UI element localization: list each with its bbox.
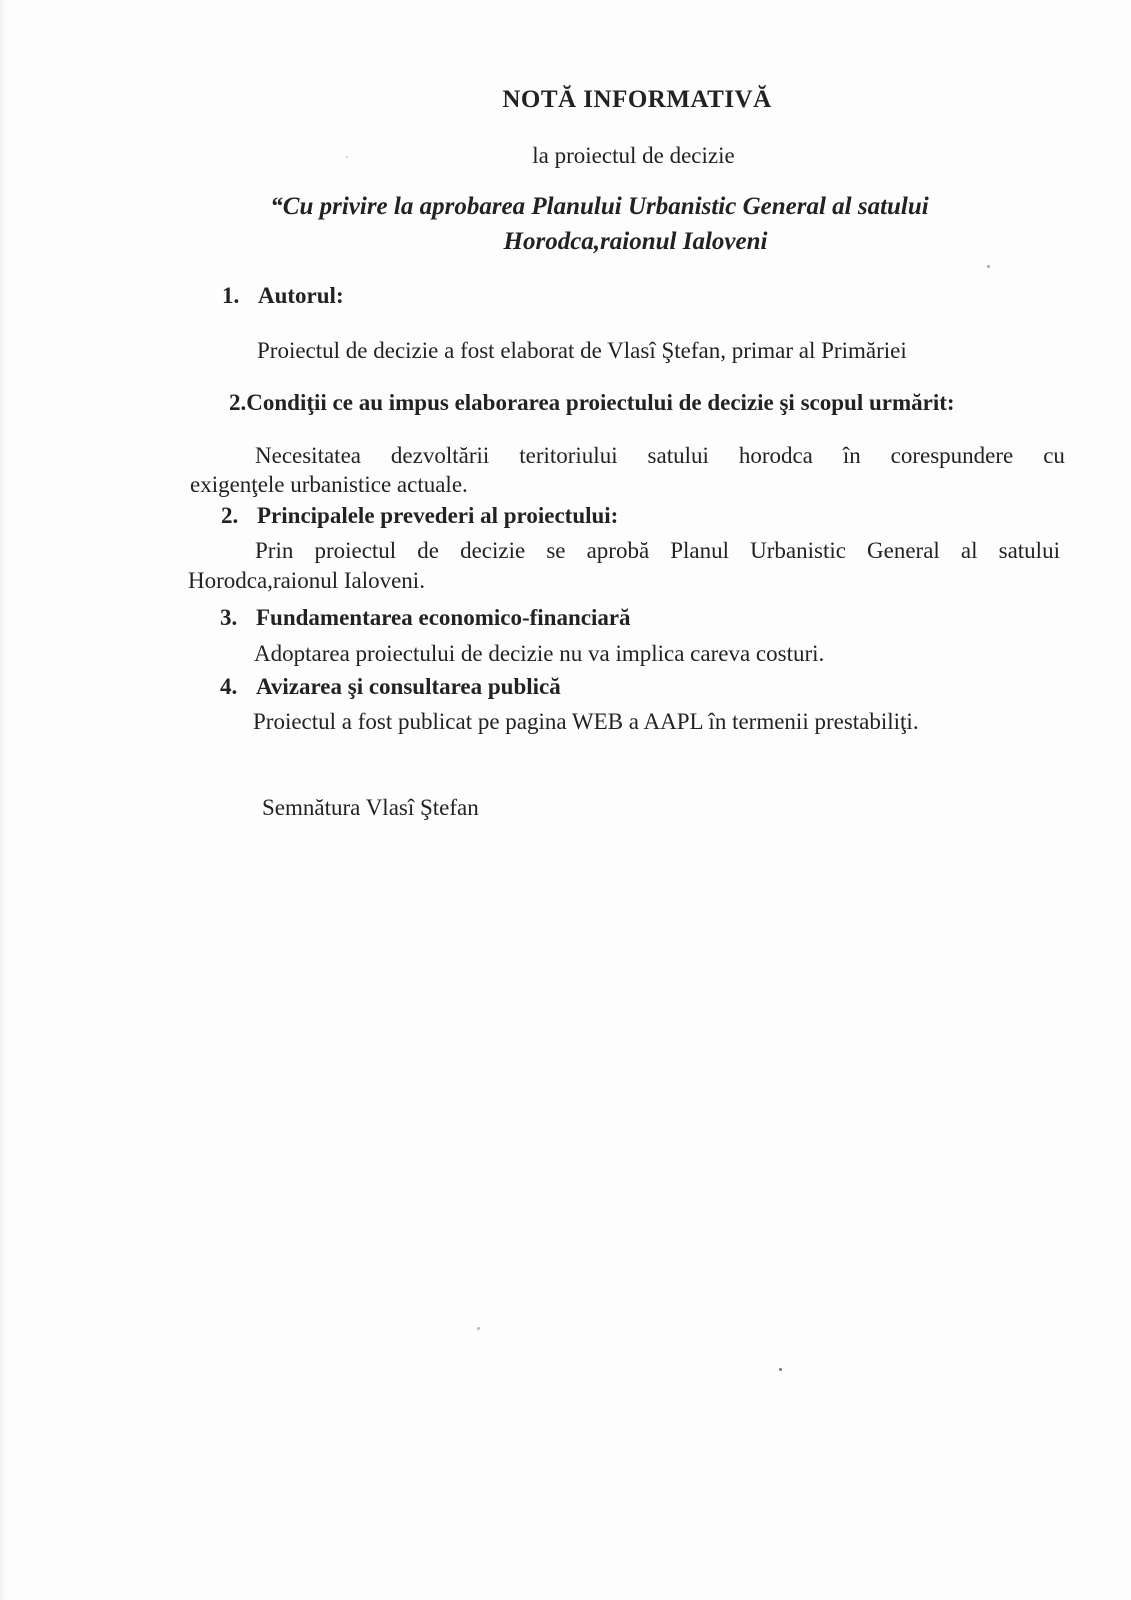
section-provisions-text-line-2: Horodca,raionul Ialoveni. bbox=[188, 568, 425, 593]
section-heading-text: Principalele prevederi al proiectului: bbox=[257, 503, 619, 528]
word: dezvoltării bbox=[390, 443, 490, 468]
section-number: 1. bbox=[222, 283, 240, 308]
scan-speck bbox=[987, 265, 990, 268]
signature-line: Semnătura Vlasî Ştefan bbox=[262, 795, 479, 820]
word: satului bbox=[647, 443, 709, 468]
scan-speck bbox=[346, 156, 348, 158]
section-public-text: Proiectul a fost publicat pe pagina WEB a AAPL în termenii prestabiliţi. bbox=[253, 709, 919, 734]
section-heading-text: Autorul: bbox=[258, 283, 344, 308]
word: cu bbox=[1043, 443, 1065, 468]
word: horodca bbox=[738, 443, 813, 468]
word: decizie bbox=[460, 538, 526, 563]
document-title: NOTĂ INFORMATIVĂ bbox=[502, 86, 772, 113]
section-conditions-text-line-2: exigenţele urbanistice actuale. bbox=[190, 472, 468, 497]
word: al bbox=[960, 538, 978, 563]
word: se bbox=[546, 538, 566, 563]
section-conditions-text-line-1 bbox=[255, 443, 1065, 469]
section-number: 3. bbox=[220, 605, 238, 630]
word: General bbox=[867, 538, 940, 563]
word: corespundere bbox=[890, 443, 1014, 468]
section-number: 2. bbox=[221, 503, 239, 528]
word: aprobă bbox=[586, 538, 650, 563]
section-provisions-text-line-1 bbox=[255, 538, 1060, 564]
section-number: 4. bbox=[220, 674, 238, 699]
word: de bbox=[417, 538, 439, 563]
section-financial-heading bbox=[220, 605, 631, 631]
section-provisions-heading bbox=[221, 503, 618, 529]
document-subject-line-2: Horodca,raionul Ialoveni bbox=[503, 228, 768, 255]
word: Planul bbox=[670, 538, 730, 563]
section-conditions-heading: 2.Condiţii ce au impus elaborarea proiectului de decizie şi scopul urmărit: bbox=[229, 390, 955, 415]
word: Necesitatea bbox=[255, 443, 361, 468]
word: satului bbox=[998, 538, 1060, 563]
word: în bbox=[842, 443, 861, 468]
scan-speck bbox=[477, 1327, 480, 1330]
section-heading-text: Avizarea şi consultarea publică bbox=[256, 674, 561, 699]
section-financial-text: Adoptarea proiectului de decizie nu va implica careva costuri. bbox=[254, 641, 825, 666]
word: Urbanistic bbox=[750, 538, 846, 563]
section-author-heading bbox=[222, 283, 344, 309]
word: Prin bbox=[255, 538, 294, 563]
word: proiectul bbox=[314, 538, 397, 563]
word: teritoriului bbox=[519, 443, 618, 468]
document-subtitle: la proiectul de decizie bbox=[532, 143, 735, 168]
section-heading-text: Fundamentarea economico-financiară bbox=[256, 605, 631, 630]
section-public-heading bbox=[220, 674, 561, 700]
section-author-text: Proiectul de decizie a fost elaborat de Vlasî Ştefan, primar al Primăriei bbox=[257, 338, 907, 363]
scan-speck bbox=[779, 1368, 782, 1371]
document-subject-line-1: “Cu privire la aprobarea Planului Urbanistic General al satului bbox=[270, 193, 929, 220]
